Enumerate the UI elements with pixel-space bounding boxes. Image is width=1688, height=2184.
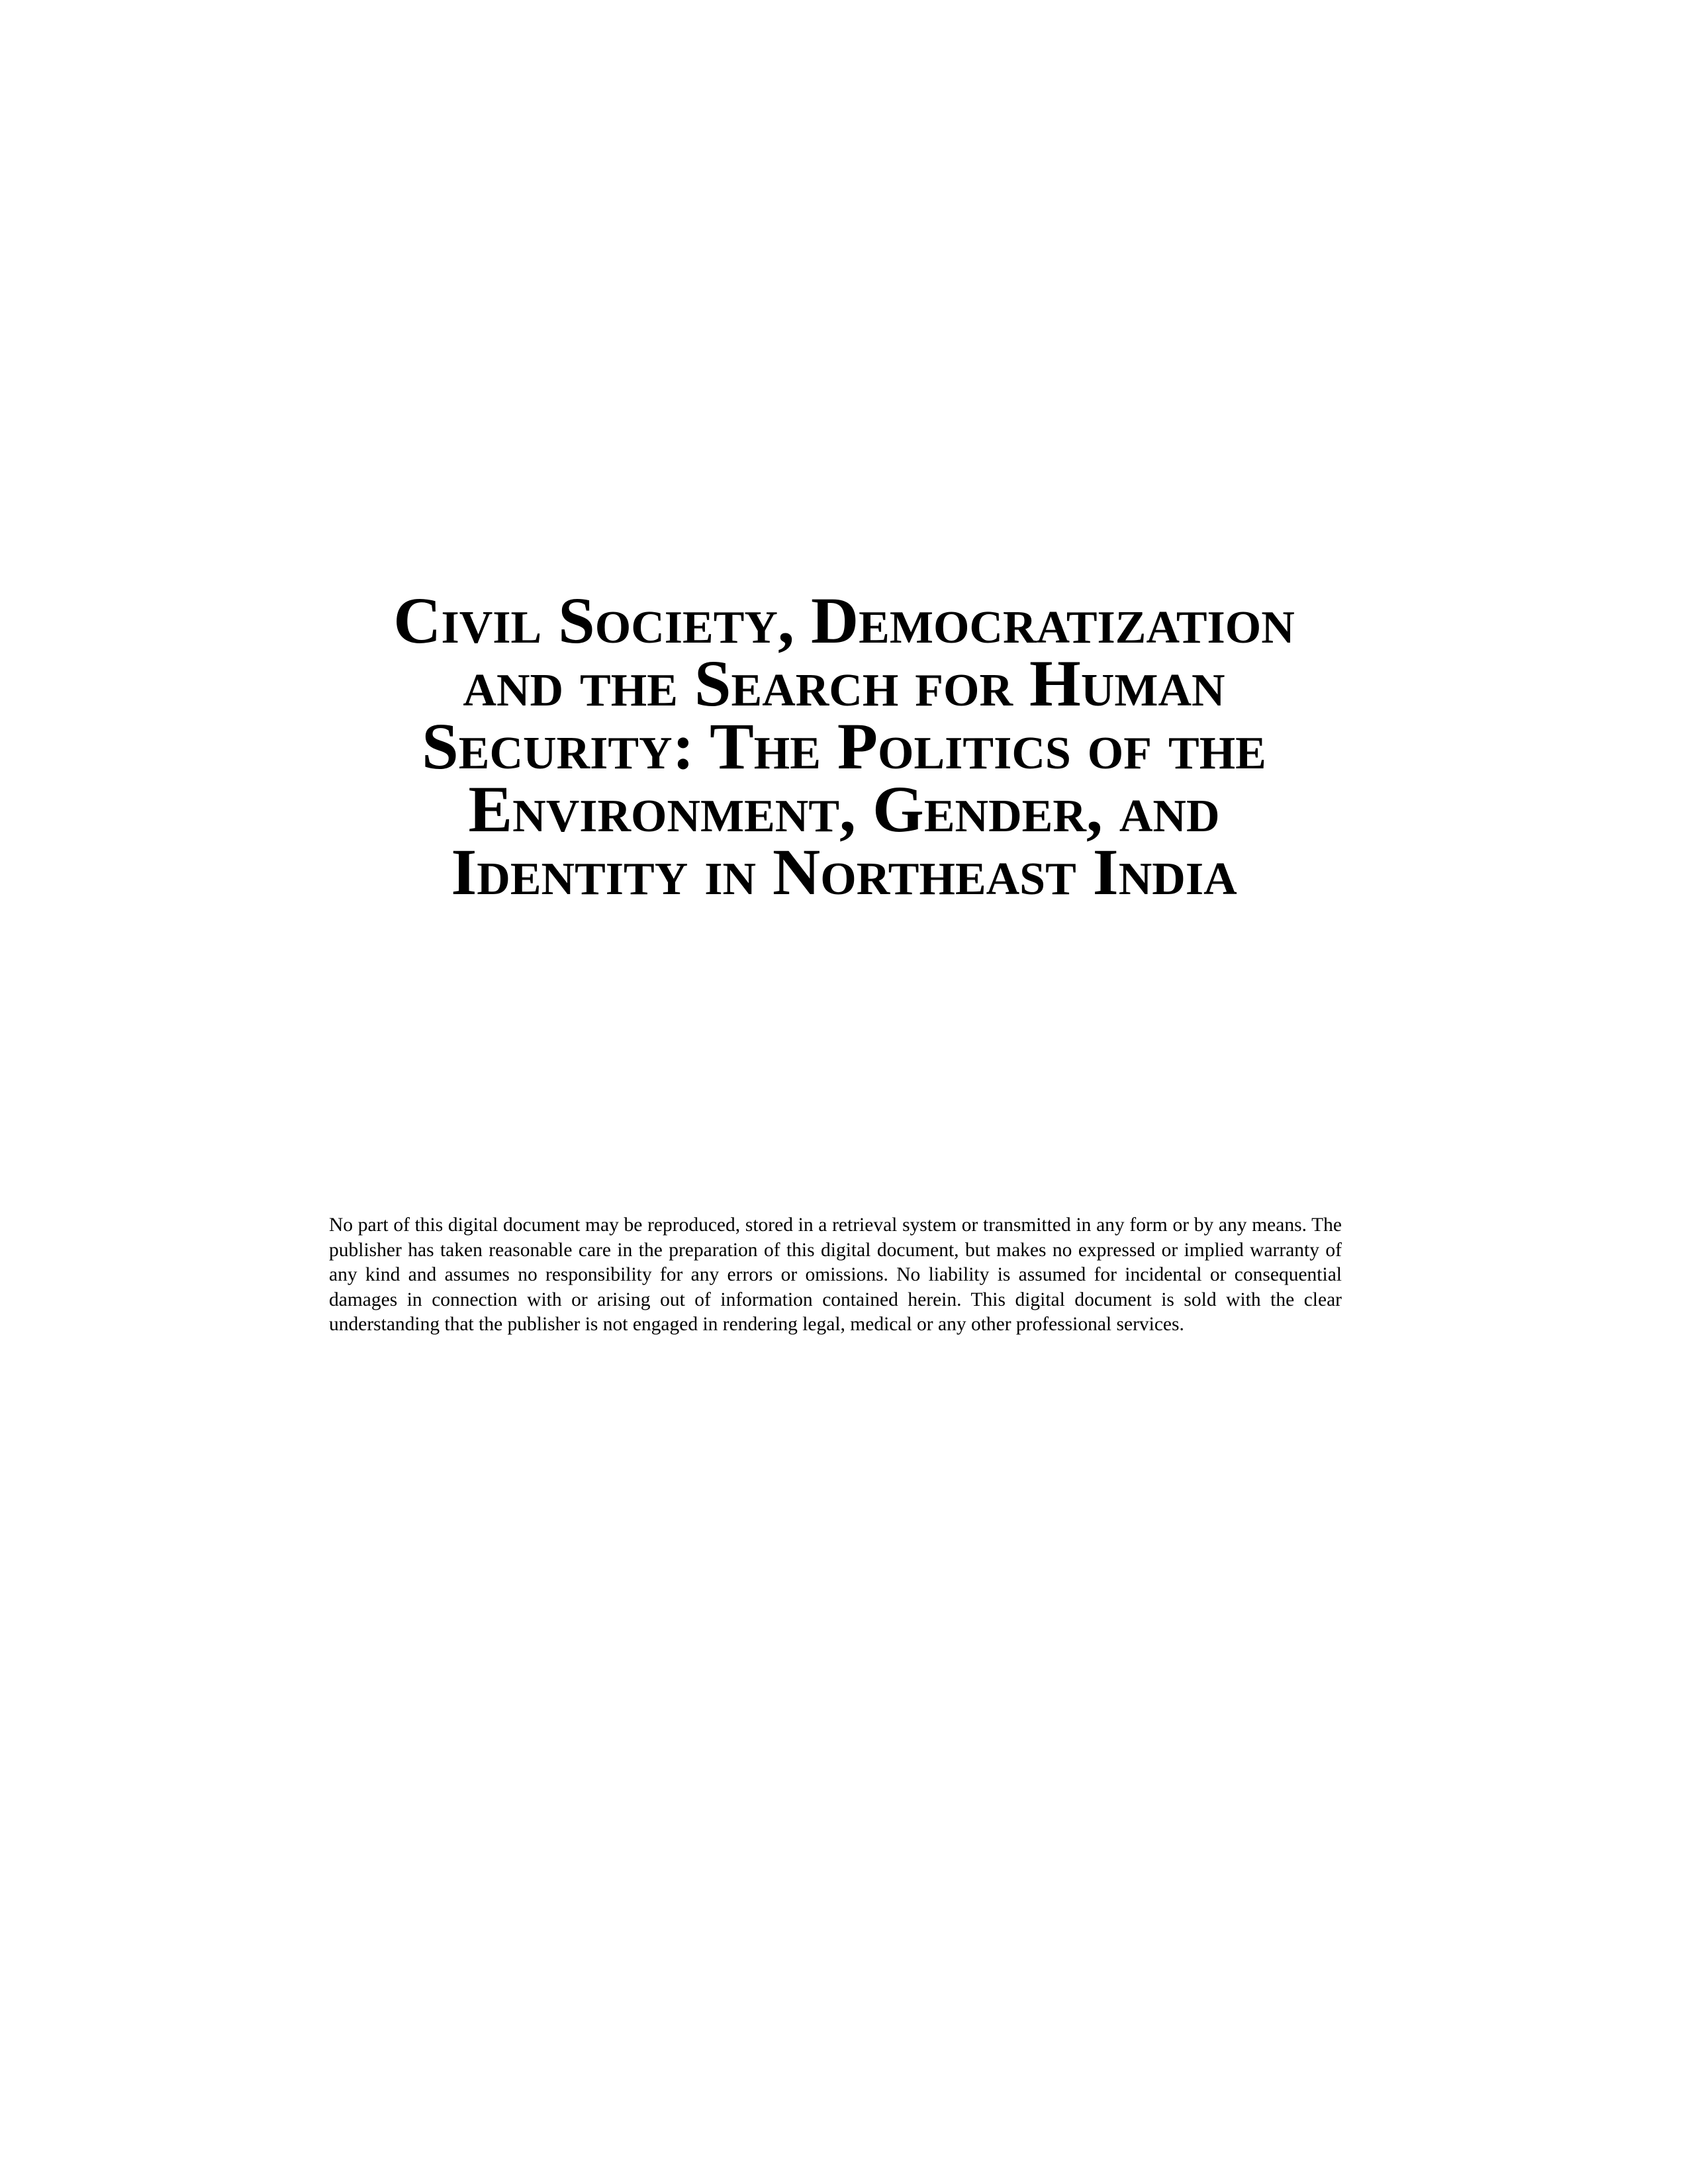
title-line-4: Environment, Gender, and bbox=[468, 772, 1220, 846]
title-line-2: and the Search for Human bbox=[463, 647, 1225, 720]
document-title bbox=[278, 584, 1410, 909]
title-line-1: Civil Society, Democratization bbox=[393, 584, 1295, 657]
title-line-3: Security: The Politics of the bbox=[422, 709, 1266, 783]
title-line-5: Identity in Northeast India bbox=[451, 835, 1237, 909]
copyright-notice: No part of this digital document may be reproduced, stored in a retrieval system or transmitted in any form or by any means. The publisher has taken reasonable care in the preparation of this digital document, but makes no expressed or implied warranty of any kind and assumes no responsibility for any errors or omissions. No liability is assumed for incidental or consequential damages in connection with or arising out of information contained herein. This digital document is sold with the clear understanding that the publisher is not engaged in rendering legal, medical or any other professional services. bbox=[329, 1214, 1342, 1335]
